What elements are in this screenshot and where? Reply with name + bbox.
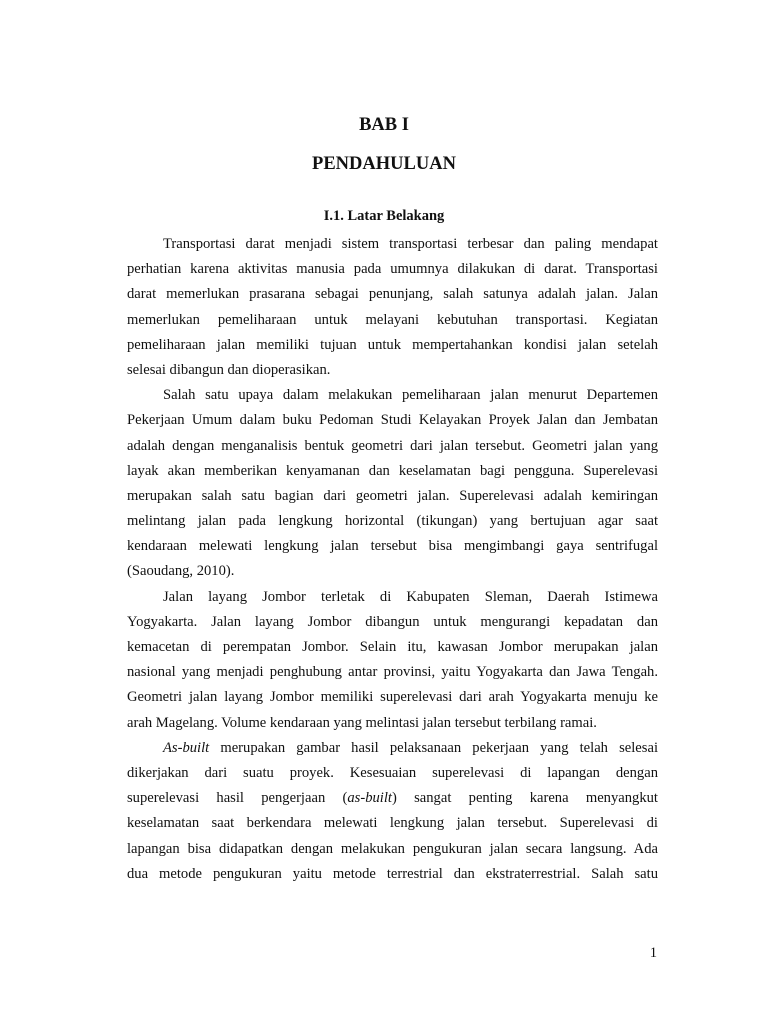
text-span: superelevasi hasil pengerjaan ( (127, 790, 348, 807)
text-line: (Saoudang, 2010). (127, 563, 235, 580)
italic-term: as-built (347, 790, 392, 807)
text-line: darat memerlukan prasarana sebagai penunjang, salah satunya adalah jalan. Jalan (127, 286, 658, 303)
text-line: perhatian karena aktivitas manusia pada umumnya dilakukan di darat. Transportasi (127, 261, 658, 278)
text-line: Geometri jalan layang Jombor memiliki superelevasi dari arah Yogyakarta menuju ke (127, 689, 658, 706)
text-span: merupakan gambar hasil pelaksanaan pekerjaan yang telah selesai (209, 739, 658, 756)
chapter-number: BAB I (359, 115, 409, 135)
text-line: Jalan layang Jombor terletak di Kabupaten Sleman, Daerah Istimewa (163, 588, 658, 605)
text-line: dikerjakan dari suatu proyek. Kesesuaian superelevasi di lapangan dengan (127, 764, 658, 781)
text-line: melintang jalan pada lengkung horizontal (tikungan) yang bertujuan agar saat (127, 513, 658, 530)
text-line: arah Magelang. Volume kendaraan yang melintasi jalan tersebut terbilang ramai. (127, 714, 597, 731)
text-line: layak akan memberikan kenyamanan dan keselamatan bagi pengguna. Superelevasi (127, 462, 658, 479)
page-number: 1 (649, 945, 657, 961)
text-line: Transportasi darat menjadi sistem transportasi terbesar dan paling mendapat (163, 236, 658, 252)
text-line: selesai dibangun dan dioperasikan. (127, 361, 331, 378)
text-line: adalah dengan menganalisis bentuk geometri dari jalan tersebut. Geometri jalan yang (127, 437, 658, 454)
text-line: kendaraan melewati lengkung jalan tersebut bisa mengimbangi gaya sentrifugal (127, 538, 658, 555)
text-line: merupakan salah satu bagian dari geometri jalan. Superelevasi adalah kemiringan (127, 487, 658, 504)
text-line: Salah satu upaya dalam melakukan pemeliharaan jalan menurut Departemen (163, 387, 658, 404)
text-line: Pekerjaan Umum dalam buku Pedoman Studi Kelayakan Proyek Jalan dan Jembatan (127, 412, 658, 429)
text-line: kemacetan di perempatan Jombor. Selain itu, kawasan Jombor merupakan jalan (127, 639, 658, 655)
text-span: ) sangat penting karena menyangkut (391, 790, 658, 807)
text-line: lapangan bisa didapatkan dengan melakukan pengukuran jalan secara langsung. Ada (127, 840, 658, 857)
chapter-title: PENDAHULUAN (312, 154, 456, 174)
text-line: dua metode pengukuran yaitu metode terrestrial dan ekstraterrestrial. Salah satu (127, 865, 658, 882)
body-text (127, 232, 658, 887)
text-line: nasional yang menjadi penghubung antar provinsi, yaitu Yogyakarta dan Jawa Tengah. (127, 664, 658, 681)
text-line: memerlukan pemeliharaan untuk melayani kebutuhan transportasi. Kegiatan (127, 311, 658, 328)
italic-term: As-built (163, 739, 210, 756)
text-line (127, 736, 658, 761)
text-line: pemeliharaan jalan memiliki tujuan untuk mempertahankan kondisi jalan setelah (127, 336, 658, 353)
section-heading: I.1. Latar Belakang (323, 208, 445, 224)
text-line (127, 786, 658, 811)
text-line: keselamatan saat berkendara melewati lengkung jalan tersebut. Superelevasi di (127, 815, 658, 832)
text-line: Yogyakarta. Jalan layang Jombor dibangun untuk mengurangi kepadatan dan (127, 613, 658, 630)
